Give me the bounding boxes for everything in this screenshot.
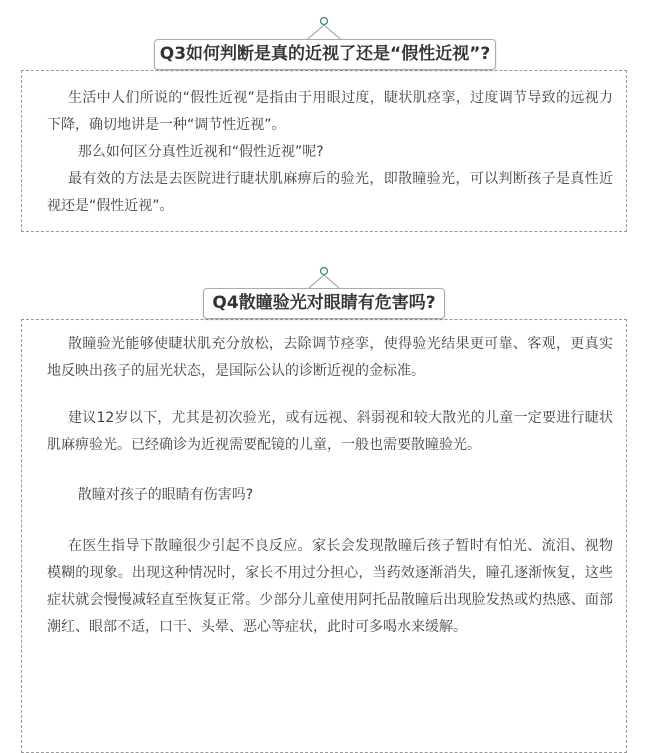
section-title: Q3如何判断是真的近视了还是“假性近视”?	[154, 39, 496, 70]
paragraph: 散瞳对孩子的眼睛有伤害吗?	[77, 487, 254, 503]
section-title: Q4散瞳验光对眼睛有危害吗?	[203, 288, 445, 319]
paragraph: 那么如何区分真性近视和“假性近视”呢?	[77, 144, 324, 160]
paragraph: 最有效的方法是去医院进行睫状肌麻痹后的验光，即散瞳验光，可以判断孩子是真性近视还是“假性近视”。	[47, 171, 613, 214]
hanger-pin-icon	[0, 0, 646, 40]
hanger-pin-icon	[0, 252, 646, 292]
paragraph: 散瞳验光能够使睫状肌充分放松，去除调节痉挛，使得验光结果更可靠、客观，更真实地反映出孩子的屈光状态，是国际公认的诊断近视的金标准。	[47, 336, 613, 379]
section-q3	[0, 0, 646, 240]
section-q4	[0, 252, 646, 700]
paragraph: 生活中人们所说的“假性近视”是指由于用眼过度，睫状肌痉挛，过度调节导致的远视力下降，确切地讲是一种“调节性近视”。	[47, 90, 613, 133]
paragraph: 建议12岁以下，尤其是初次验光，或有远视、斜弱视和较大散光的儿童一定要进行睫状肌麻痹验光。已经确诊为近视需要配镜的儿童，一般也需要散瞳验光。	[47, 410, 613, 453]
paragraph: 在医生指导下散瞳很少引起不良反应。家长会发现散瞳后孩子暂时有怕光、流泪、视物模糊的现象。出现这种情况时，家长不用过分担心，当药效逐渐消失，瞳孔逐渐恢复，这些症状就会慢慢减轻直至恢复正常。少部分儿童使用阿托品散瞳后出现脸发热或灼热感、面部潮红、眼部不适，口干、头晕、恶心等症状，此时可多喝水来缓解。	[47, 538, 613, 635]
